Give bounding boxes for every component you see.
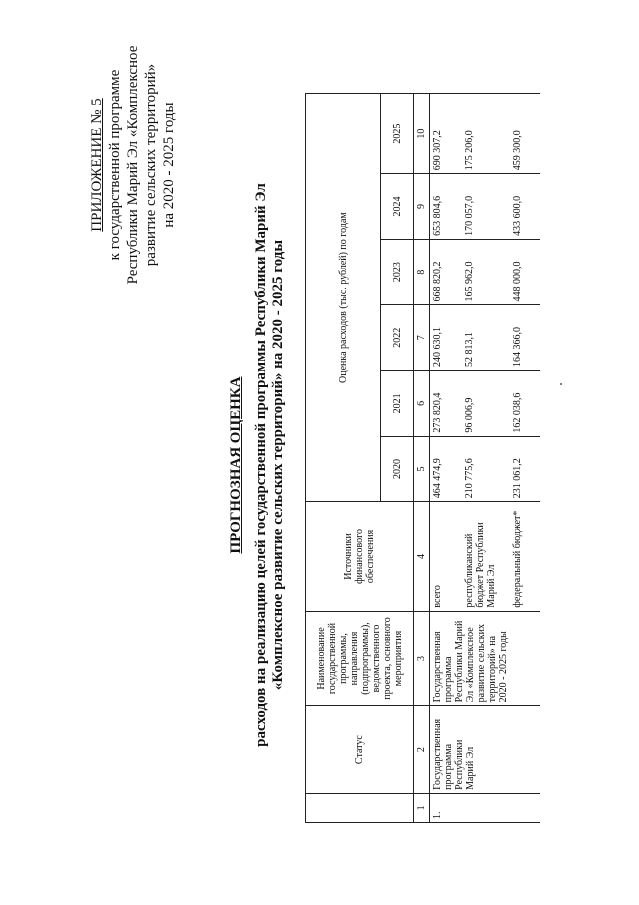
row-source: федеральный бюджет* [510,502,540,611]
row-value: 273 820,4 [430,371,463,437]
row-value: 170 057,0 [462,174,510,240]
column-numbers-row [414,94,430,823]
appendix-line: Республики Марий Эл «Комплексное [125,45,141,285]
row-value: 175 206,0 [462,94,510,174]
scan-speck [560,383,562,385]
appendix-block [88,15,178,315]
column-number: 4 [414,502,430,611]
title-subline: «Комплексное развитие сельских территорий» на 2020 - 2025 годы [270,239,286,691]
appendix-line: на 2020 - 2025 годы [161,102,177,228]
row-source: всего [430,502,463,611]
row-status: Государственная программа Республики Марий Эл [430,706,541,793]
row-value: 653 804,6 [430,174,463,240]
row-source: республиканский бюджет Республики Марий Эл [462,502,510,611]
row-value: 162 038,6 [510,371,540,437]
header-estimate: Оценка расходов (тыс. рублей) по годам [306,94,381,502]
column-number: 9 [414,174,430,240]
header-source: Источники финансового обеспечения [306,502,414,611]
header-year: 2025 [381,94,414,174]
header-year: 2024 [381,174,414,240]
row-value: 448 000,0 [510,239,540,305]
row-value: 433 600,0 [510,174,540,240]
column-number: 3 [414,611,430,706]
row-value: 459 300,0 [510,94,540,174]
row-value: 96 006,9 [462,371,510,437]
header-status: Статус [306,706,414,793]
column-number: 6 [414,371,430,437]
appendix-line: развитие сельских территорий» [143,63,159,267]
row-value: 690 307,2 [430,94,463,174]
header-year: 2023 [381,239,414,305]
row-value: 668 820,2 [430,239,463,305]
row-value: 231 061,2 [510,436,540,502]
appendix-title: ПРИЛОЖЕНИЕ № 5 [89,98,105,232]
header-row [306,94,381,823]
column-number: 1 [414,793,430,822]
column-number: 8 [414,239,430,305]
document-title [228,45,287,885]
row-value: 164 366,0 [510,305,540,371]
column-number: 2 [414,706,430,793]
table-row [430,94,463,823]
title-main: ПРОГНОЗНАЯ ОЦЕНКА [228,376,244,554]
appendix-line: к государственной программе [107,69,123,261]
column-number: 5 [414,436,430,502]
header-year: 2020 [381,436,414,502]
title-subline: расходов на реализацию целей государственной программы Республики Марий Эл [253,183,269,747]
row-number: 1. [430,793,541,822]
column-number: 7 [414,305,430,371]
row-value: 165 962,0 [462,239,510,305]
row-value: 210 775,6 [462,436,510,502]
row-name: Государственная программа Республики Марий Эл «Комплексное развитие сельских территорий» на 2020 - 2025 годы [430,611,541,706]
forecast-table [305,93,540,823]
row-value: 240 630,1 [430,305,463,371]
row-value: 52 813,1 [462,305,510,371]
header-no [306,793,414,822]
header-year: 2022 [381,305,414,371]
header-year: 2021 [381,371,414,437]
column-number: 10 [414,94,430,174]
header-name: Наименование государственной программы, направления (подпрограммы), ведомственного проекта, основного мероприятия [306,611,414,706]
row-value: 464 474,9 [430,436,463,502]
